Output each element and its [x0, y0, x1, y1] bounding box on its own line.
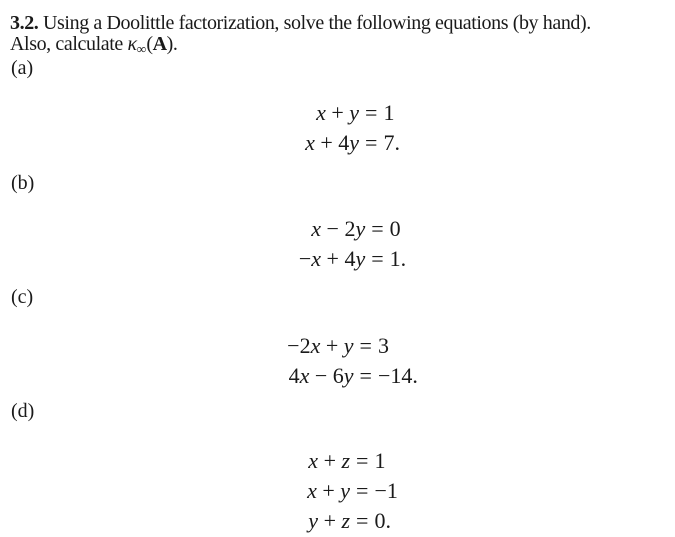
- equation-group: [287, 331, 418, 391]
- section-label-d: (d): [11, 400, 35, 422]
- equation-lhs: −x + 4y: [298, 246, 366, 271]
- equals-sign: =: [356, 508, 369, 533]
- equation: [307, 506, 398, 536]
- equation-lhs: x − 2y: [311, 216, 366, 241]
- equation: [287, 361, 418, 391]
- equation-lhs: 4x − 6y: [288, 363, 354, 388]
- equals-sign: =: [359, 333, 372, 358]
- equals-sign: =: [371, 246, 384, 271]
- equation-rhs: −1: [374, 478, 398, 503]
- equation-lhs: x + y: [316, 100, 360, 125]
- open-paren: (: [146, 32, 153, 55]
- equation-lhs: −2x + y: [287, 333, 354, 358]
- equation-group: [305, 98, 400, 158]
- equation-rhs: 1.: [389, 246, 407, 271]
- infinity-subscript: ∞: [136, 40, 147, 56]
- equation-lhs: y + z: [308, 508, 351, 533]
- close-paren-period: ).: [166, 32, 178, 55]
- kappa-symbol: κ: [127, 32, 137, 55]
- equals-sign: =: [365, 130, 378, 155]
- matrix-A-symbol: A: [152, 32, 167, 55]
- equation-lhs: x + 4y: [305, 130, 360, 155]
- equation-lhs: x + z: [308, 448, 351, 473]
- equation: [287, 331, 418, 361]
- equation-lhs: x + y: [307, 478, 351, 503]
- equation-rhs: 1: [374, 448, 386, 473]
- section-label-b: (b): [11, 172, 35, 194]
- equation-block-a: [0, 98, 675, 158]
- equals-sign: =: [356, 448, 369, 473]
- equation: [299, 214, 406, 244]
- problem-statement: [10, 13, 671, 54]
- equation: [299, 244, 406, 274]
- equation-block-b: [0, 214, 675, 274]
- equation: [305, 98, 400, 128]
- equation-group: [299, 214, 406, 274]
- problem-number: 3.2.: [10, 12, 39, 34]
- problem-statement-line2: [10, 34, 671, 55]
- equation-block-d: [0, 446, 675, 536]
- problem-statement-line1: [10, 13, 671, 34]
- equation-rhs: 0: [389, 216, 401, 241]
- equation: [307, 476, 398, 506]
- equals-sign: =: [356, 478, 369, 503]
- problem-text: Using a Doolittle factorization, solve the following equations (by hand).: [38, 12, 591, 34]
- equation-rhs: 0.: [374, 508, 391, 533]
- equals-sign: =: [359, 363, 372, 388]
- section-label-a: (a): [11, 57, 34, 79]
- equation-rhs: 1: [383, 100, 395, 125]
- problem-text-continued: Also, calculate: [10, 32, 128, 55]
- equation: [307, 446, 398, 476]
- equation-rhs: 7.: [383, 130, 400, 155]
- equation: [305, 128, 400, 158]
- equation-rhs: −14.: [377, 363, 418, 388]
- section-label-c: (c): [11, 286, 34, 308]
- equals-sign: =: [365, 100, 378, 125]
- equation-group: [307, 446, 398, 536]
- equals-sign: =: [371, 216, 384, 241]
- equation-block-c: [0, 331, 675, 391]
- equation-rhs: 3: [377, 333, 389, 358]
